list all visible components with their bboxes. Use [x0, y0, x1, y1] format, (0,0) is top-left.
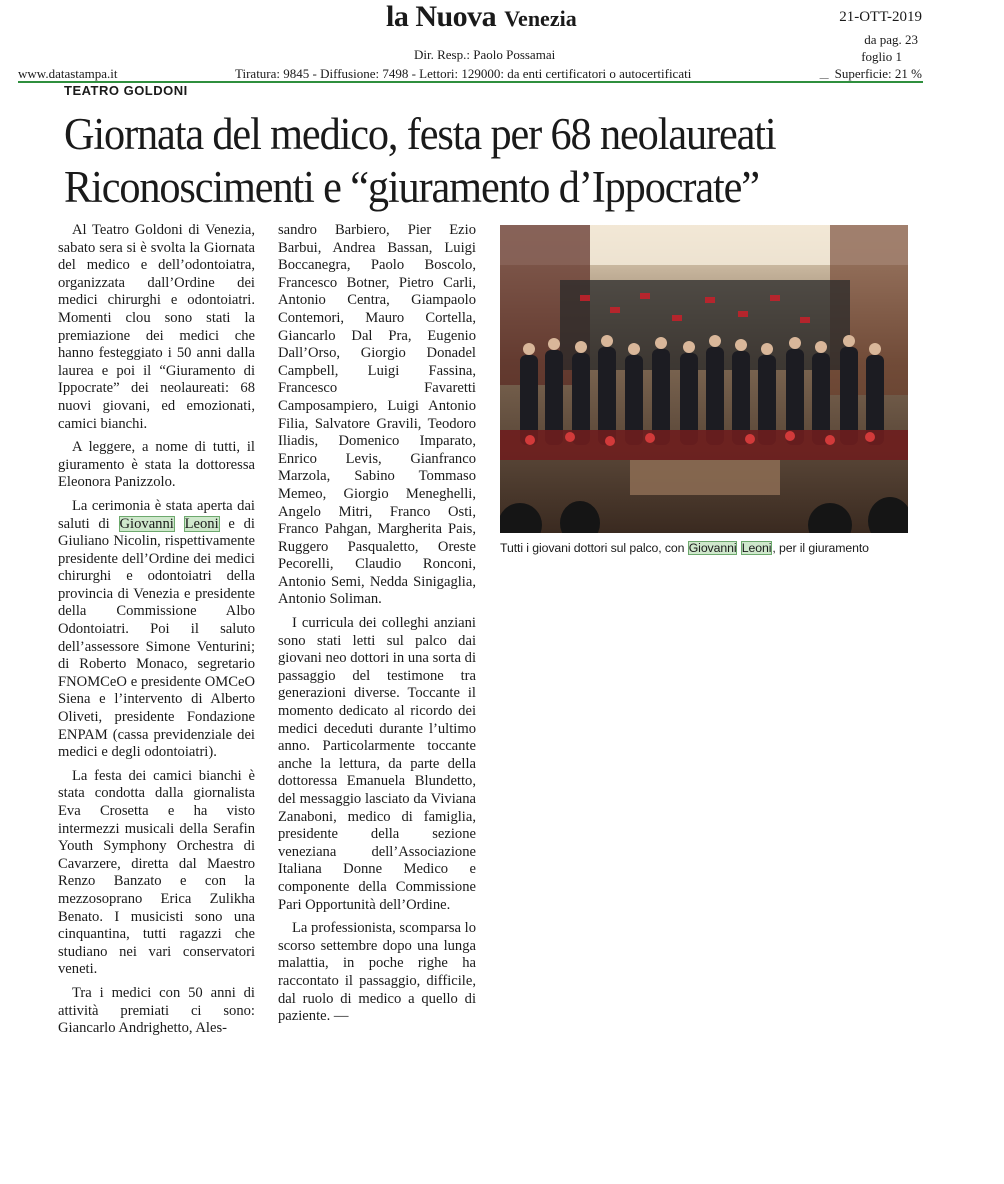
paragraph: La festa dei camici bianchi è stata condotta dalla giornalista Eva Crosetta e ha visto intermezzi musicali della Serafin Youth Symphony Orchestra di Cavarzere, diretta dal Maestro Renzo Banzato e con la mezzosoprano Erica Zulikha Benato. I musicisti sono una cinquantina, tutti ragazzi che studiano nei vari conservatori veneti.	[58, 767, 255, 978]
paragraph: La professionista, scomparsa lo scorso settembre dopo una lunga malattia, in poche righe ha raccontato il passaggio, difficile, dal ruolo di medico a quello di paziente. —	[278, 920, 476, 1025]
paragraph: A leggere, a nome di tutti, il giuramento è stata la dottoressa Eleonora Panizzolo.	[58, 439, 255, 491]
publication-date: 21-OTT-2019	[839, 9, 922, 25]
text-run: Tutti i giovani dottori sul palco, con	[500, 541, 688, 555]
paragraph: Al Teatro Goldoni di Venezia, sabato sera si è svolta la Giornata del medico e dell’odontoiatra, organizzata dall’Ordine dei medici chirurghi e odontoiatri. Momenti clou sono stati la premiazione dei medici che hanno festeggiato i 50 anni dalla laurea e poi il “Giuramento di Ippocrate” dei neolaureati: 68 nuovi giovani, ed emozionati, camici bianchi.	[58, 222, 255, 432]
headline-line-2: Riconoscimenti e “giuramento d’Ippocrate”	[64, 162, 759, 212]
surface-mark: __	[819, 70, 829, 80]
text-run: , per il giuramento	[772, 541, 869, 555]
newspaper-edition: Venezia	[504, 6, 577, 31]
paragraph: I curricula dei colleghi anziani sono stati letti sul palco dai giovani neo dottori in una sorta di passaggio del testimone tra generazioni diverse. Toccante il momento dedicato al ricordo dei medici deceduti durante l’ultimo anno. Particolarmente toccante anche la lettura, da parte della dottoressa Emanuela Blundetto, del messaggio lasciato da Viviana Zanaboni, medico di famiglia, presidente della sezione veneziana dell’Associazione Italiana Donne Medico e componente della Commissione Pari Opportunità dell’Ordine.	[278, 615, 476, 913]
paragraph	[58, 498, 255, 762]
highlighted-name: Giovanni	[119, 515, 174, 532]
article-column-1	[58, 222, 255, 1044]
surface-value: Superficie: 21 %	[834, 66, 922, 81]
surface-info	[820, 66, 922, 82]
section-kicker: TEATRO GOLDONI	[64, 83, 188, 98]
highlighted-name: Leoni	[184, 515, 219, 532]
highlighted-name: Leoni	[741, 541, 772, 555]
headline-line-1: Giornata del medico, festa per 68 neolaureati	[64, 109, 776, 159]
newspaper-logo	[386, 0, 577, 34]
editor-in-chief: Dir. Resp.: Paolo Possamai	[414, 47, 556, 62]
text-run: La cerimonia è stata aperta dai saluti di	[58, 497, 255, 532]
text-run: e di Giuliano Nicolin, rispettivamente presidente dell’Ordine dei medici chirurghi e odontoiatri della provincia di Venezia e presidente della Commissione Albo Odontoiatri. Poi il saluto dell’assessore Simone Venturini; di Roberto Monaco, segretario FNOMCeO e presidente OMCeO Siena e l’intervento di Alberto Oliveti, presidente Fondazione ENPAM (cassa previdenziale dei medici e degli odontoiatri).	[58, 515, 255, 761]
page-reference: da pag. 23	[864, 32, 918, 47]
article-headline	[64, 108, 891, 214]
photo-caption	[500, 541, 920, 555]
sheet-number: foglio 1	[861, 49, 902, 64]
newspaper-name: la Nuova	[386, 0, 497, 33]
article-photo	[500, 225, 908, 533]
clipping-header	[0, 0, 1004, 90]
circulation-info: Tiratura: 9845 - Diffusione: 7498 - Lettori: 129000: da enti certificatori o autocertificati	[235, 66, 692, 81]
paragraph: sandro Barbiero, Pier Ezio Barbui, Andrea Bassan, Luigi Boccanegra, Paolo Boscolo, Francesco Botner, Pietro Carli, Antonio Centra, Giampaolo Contemori, Mauro Cortella, Giancarlo Dal Pra, Eugenio Dall’Orso, Giorgio Donadel Campbell, Luigi Fassina, Francesco Favaretti Camposampiero, Luigi Antonio Filia, Salvatore Gravili, Teodoro Iliadis, Domenico Imparato, Enrico Levis, Gianfranco Marzola, Sabino Tommaso Memeo, Giorgio Meneghelli, Angelo Mitri, Franco Osti, Franco Pahgan, Margherita Pais, Ruggero Pasqualetto, Oreste Pecorelli, Claudio Ronconi, Antonio Semi, Nedda Sinigaglia, Antonio Soliman.	[278, 222, 476, 608]
stage-photo-image	[500, 225, 908, 533]
paragraph: Tra i medici con 50 anni di attività premiati ci sono: Giancarlo Andrighetto, Ales-	[58, 984, 255, 1037]
source-website: www.datastampa.it	[18, 66, 118, 81]
article-column-2	[278, 222, 476, 1032]
highlighted-name: Giovanni	[688, 541, 737, 555]
